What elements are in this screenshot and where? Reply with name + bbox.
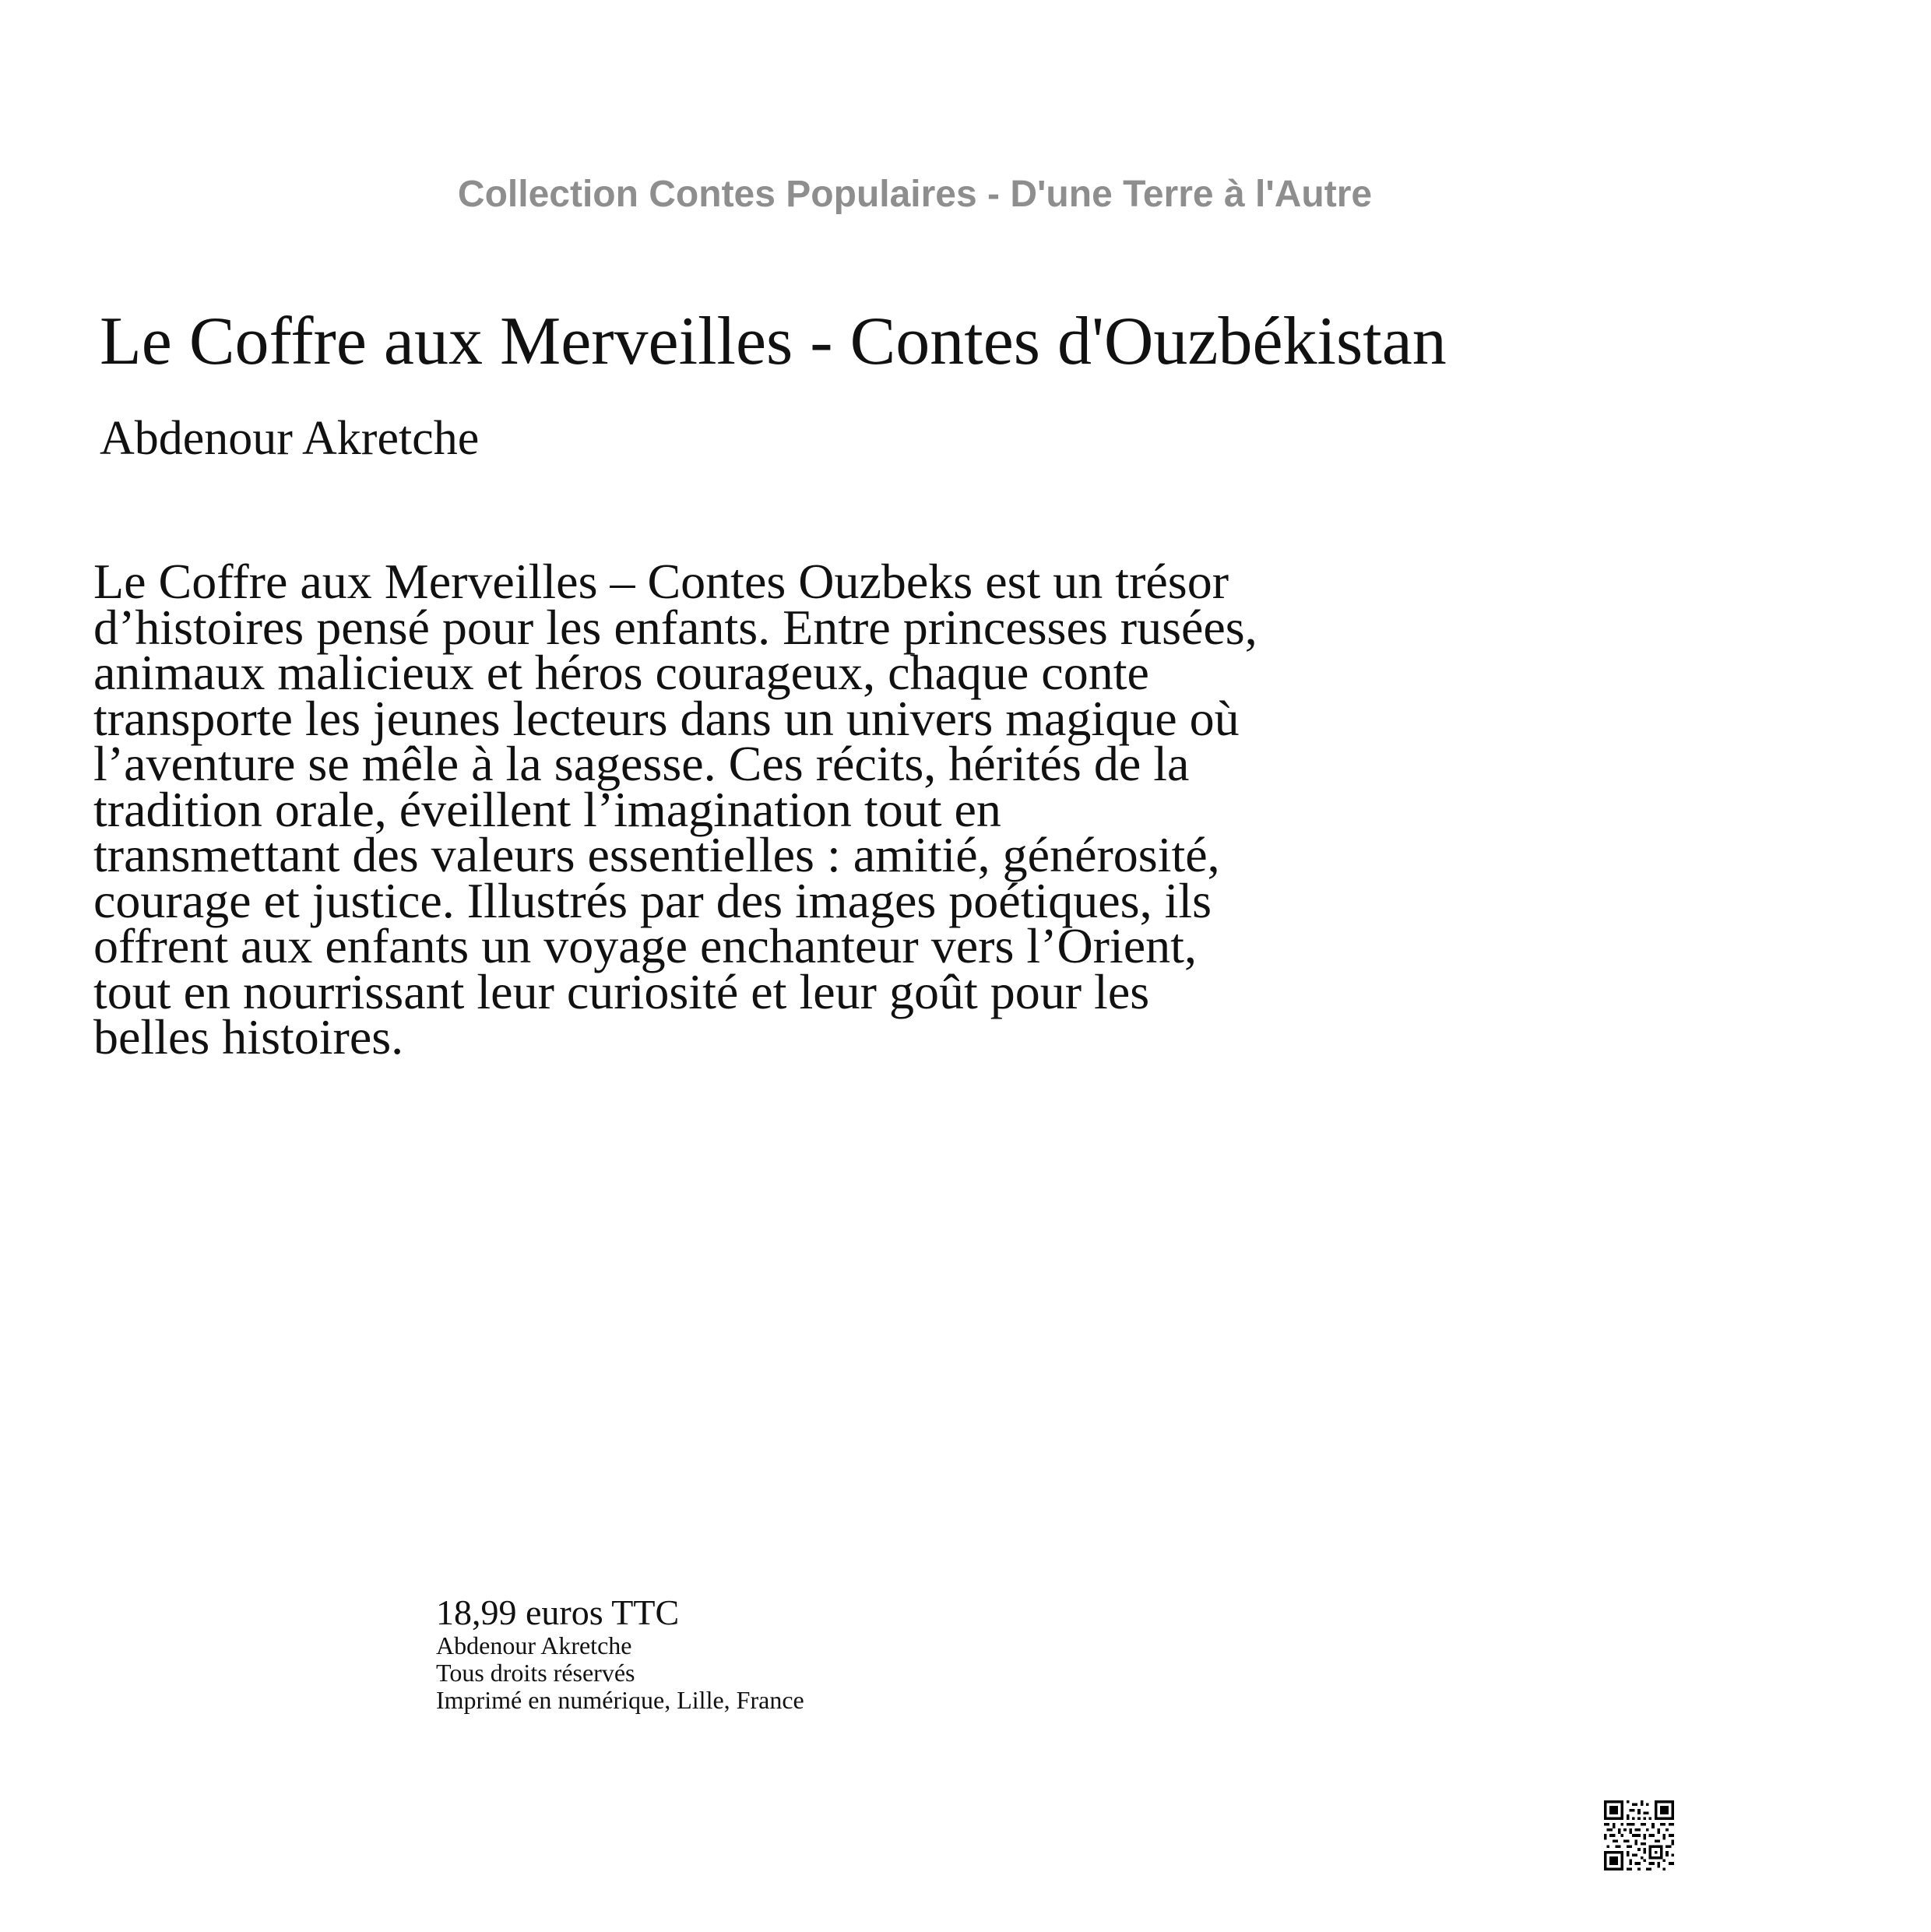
book-author: Abdenour Akretche — [100, 412, 480, 465]
imprint-printed: Imprimé en numérique, Lille, France — [436, 1686, 804, 1714]
blurb-line: animaux malicieux et héros courageux, chaque conte — [93, 645, 1149, 700]
imprint-author: Abdenour Akretche — [436, 1631, 632, 1659]
collection-name: Collection Contes Populaires - D'une Terre à l'Autre — [457, 174, 1373, 215]
blurb-line: belles histoires. — [93, 1009, 404, 1065]
blurb-line: tradition orale, éveillent l’imagination tout en — [93, 781, 1001, 837]
imprint-block — [436, 1593, 804, 1714]
price: 18,99 euros TTC — [436, 1592, 680, 1632]
blurb-line: d’histoires pensé pour les enfants. Entre princesses rusées, — [93, 599, 1257, 655]
blurb-line: offrent aux enfants un voyage enchanteur vers l’Orient, — [93, 918, 1197, 973]
book-blurb — [93, 554, 1479, 1065]
blurb-line: Le Coffre aux Merveilles – Contes Ouzbeks est un trésor — [93, 554, 1229, 609]
imprint-rights: Tous droits réservés — [436, 1659, 635, 1687]
qr-code-icon — [1604, 1800, 1674, 1870]
blurb-line: l’aventure se mêle à la sagesse. Ces récits, hérités de la — [93, 736, 1190, 791]
book-title: Le Coffre aux Merveilles - Contes d'Ouzbékistan — [100, 304, 1447, 379]
blurb-line: transporte les jeunes lecteurs dans un univers magique où — [93, 690, 1240, 746]
blurb-line: transmettant des valeurs essentielles : amitié, générosité, — [93, 827, 1220, 882]
blurb-line: tout en nourrissant leur curiosité et leur goût pour les — [93, 963, 1150, 1019]
blurb-line: courage et justice. Illustrés par des images poétiques, ils — [93, 872, 1212, 928]
